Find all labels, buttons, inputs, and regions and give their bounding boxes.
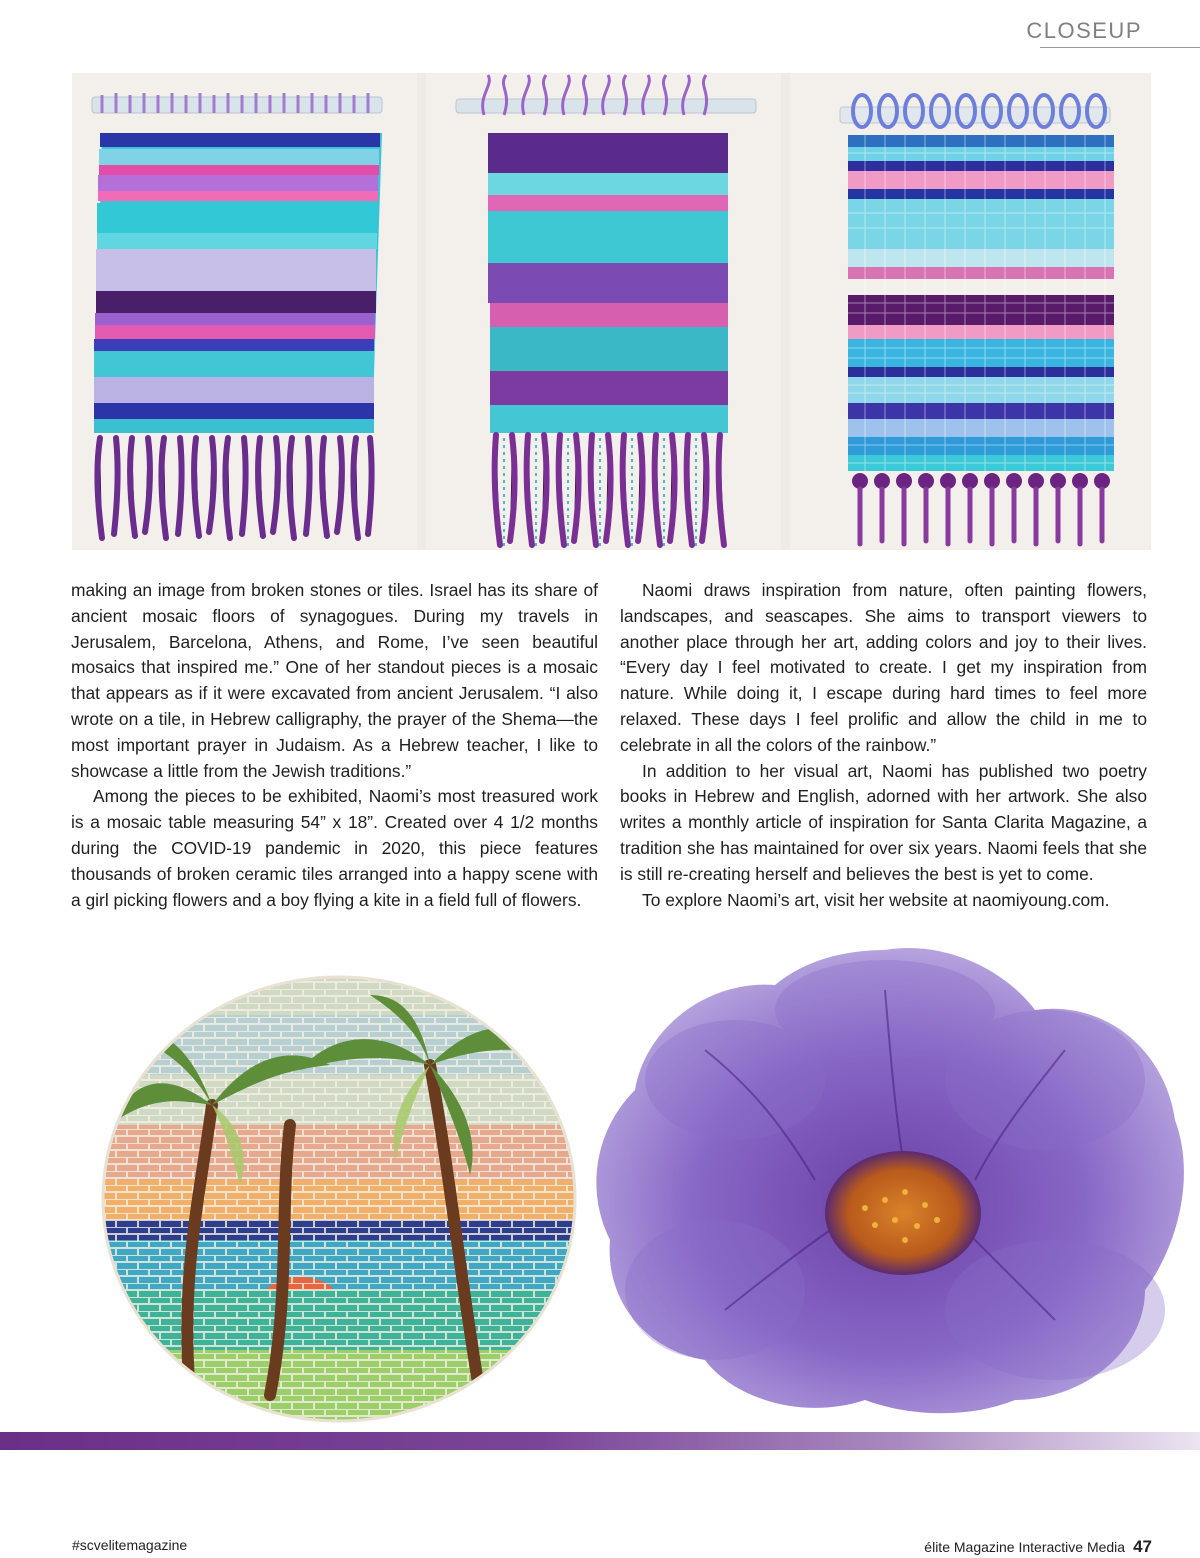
- article-paragraph: Naomi draws inspiration from nature, often painting flowers, landscapes, and seascapes. She aims to transport viewers to another place through her art, adding colors and joy to their lives. “Every day I feel motivated to create. I get my inspiration from nature. While doing it, I escape during hard times to feel more relaxed. These days I feel prolific and allow the child in me to celebrate in all the colors of the rainbow.”: [620, 580, 1147, 755]
- footer-hashtag: #scvelitemagazine: [72, 1537, 188, 1553]
- weaving-panel-1: [72, 73, 417, 550]
- article-column-right: [620, 578, 1147, 913]
- article-paragraph: making an image from broken stones or tiles. Israel has its share of ancient mosaic floors of synagogues. During my travels in Jerusalem, Barcelona, Athens, and Rome, I’ve seen beautiful mosaics that inspired me.” One of her standout pieces is a mosaic that appears as if it were excavated from ancient Jerusalem. “I also wrote on a tile, in Hebrew calligraphy, the prayer of the Shema—the most important prayer in Judaism. As a Hebrew teacher, I like to showcase a little from the Jewish traditions.”: [71, 580, 598, 781]
- page-number: 47: [1133, 1537, 1152, 1556]
- footer-accent-bar: [0, 1432, 1200, 1450]
- mosaic-palm-artwork: [100, 975, 578, 1423]
- weaving-panel-3: [790, 73, 1151, 550]
- section-rule: [1040, 47, 1200, 48]
- article-paragraph: To explore Naomi’s art, visit her website at naomiyoung.com.: [642, 889, 1110, 910]
- watercolor-flower-artwork: [585, 930, 1200, 1420]
- article-column-left: [71, 578, 598, 913]
- footer-credit: [924, 1537, 1152, 1557]
- weaving-panel-2: [426, 73, 781, 550]
- section-label: CLOSEUP: [1026, 18, 1142, 43]
- weavings-photo: [72, 73, 1151, 550]
- article-paragraph: Among the pieces to be exhibited, Naomi’s most treasured work is a mosaic table measuring 54” x 18”. Created over 4 1/2 months during the COVID-19 pandemic in 2020, this piece features thousands of broken ceramic tiles arranged into a happy scene with a girl picking flowers and a boy flying a kite in a field full of flowers.: [71, 786, 598, 910]
- footer-publication: élite Magazine Interactive Media: [924, 1539, 1126, 1555]
- article-paragraph: In addition to her visual art, Naomi has published two poetry books in Hebrew and English, adorned with her artwork. She also writes a monthly article of inspiration for Santa Clarita Magazine, a tradition she has maintained for over six years. Naomi feels that she is still re-creating herself and believes the best is yet to come.: [620, 760, 1147, 884]
